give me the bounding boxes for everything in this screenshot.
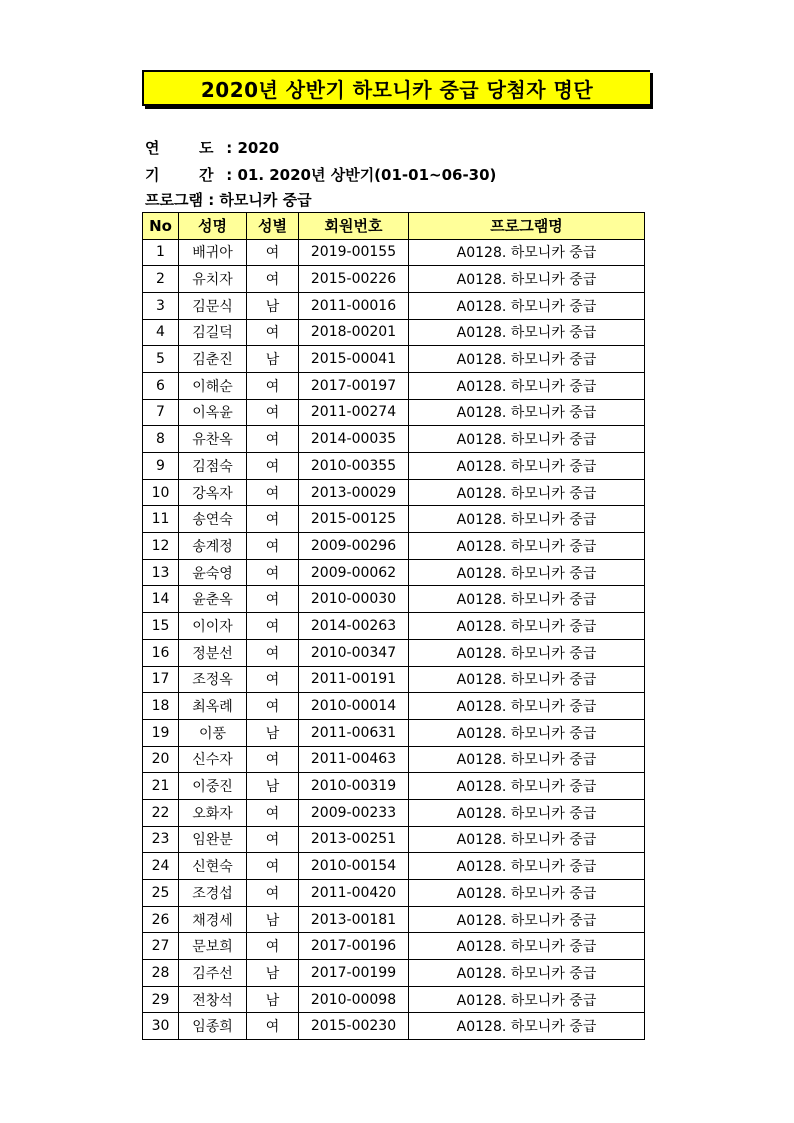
cell-no: 29 — [143, 986, 179, 1013]
cell-name: 이옥윤 — [179, 399, 247, 426]
table-row — [143, 426, 645, 453]
cell-no: 3 — [143, 292, 179, 319]
cell-gender: 남 — [247, 906, 299, 933]
cell-program: A0128. 하모니카 중급 — [409, 986, 645, 1013]
cell-program: A0128. 하모니카 중급 — [409, 559, 645, 586]
table-row — [143, 986, 645, 1013]
meta-year — [145, 137, 279, 158]
cell-no: 23 — [143, 826, 179, 853]
cell-no: 2 — [143, 266, 179, 293]
cell-no: 27 — [143, 933, 179, 960]
cell-no: 11 — [143, 506, 179, 533]
meta-period-sep: : — [221, 166, 238, 184]
header-name: 성명 — [179, 213, 247, 240]
cell-gender: 여 — [247, 239, 299, 266]
cell-no: 10 — [143, 479, 179, 506]
cell-program: A0128. 하모니카 중급 — [409, 746, 645, 773]
cell-gender: 여 — [247, 266, 299, 293]
cell-name: 김점숙 — [179, 453, 247, 480]
cell-no: 18 — [143, 693, 179, 720]
meta-program-sep: : — [202, 191, 220, 209]
cell-gender: 여 — [247, 479, 299, 506]
cell-member-id: 2010-00347 — [299, 639, 409, 666]
cell-member-id: 2014-00035 — [299, 426, 409, 453]
cell-name: 김길덕 — [179, 319, 247, 346]
table-row — [143, 266, 645, 293]
cell-program: A0128. 하모니카 중급 — [409, 826, 645, 853]
cell-gender: 여 — [247, 853, 299, 880]
cell-member-id: 2017-00197 — [299, 372, 409, 399]
cell-no: 15 — [143, 613, 179, 640]
cell-no: 6 — [143, 372, 179, 399]
cell-name: 배귀아 — [179, 239, 247, 266]
table-row — [143, 799, 645, 826]
cell-no: 30 — [143, 1013, 179, 1040]
table-row — [143, 853, 645, 880]
cell-no: 16 — [143, 639, 179, 666]
cell-program: A0128. 하모니카 중급 — [409, 399, 645, 426]
cell-member-id: 2015-00125 — [299, 506, 409, 533]
table-row — [143, 453, 645, 480]
cell-gender: 남 — [247, 986, 299, 1013]
table-header-row — [143, 213, 645, 240]
meta-program-value: 하모니카 중급 — [219, 191, 312, 209]
table-row — [143, 666, 645, 693]
cell-member-id: 2010-00098 — [299, 986, 409, 1013]
cell-name: 이풍 — [179, 719, 247, 746]
cell-program: A0128. 하모니카 중급 — [409, 586, 645, 613]
table-row — [143, 239, 645, 266]
winners-table — [142, 212, 645, 1040]
cell-member-id: 2011-00016 — [299, 292, 409, 319]
cell-program: A0128. 하모니카 중급 — [409, 453, 645, 480]
cell-name: 송연숙 — [179, 506, 247, 533]
cell-no: 26 — [143, 906, 179, 933]
cell-name: 김춘진 — [179, 346, 247, 373]
cell-name: 송계정 — [179, 533, 247, 560]
cell-member-id: 2010-00030 — [299, 586, 409, 613]
cell-gender: 여 — [247, 933, 299, 960]
cell-program: A0128. 하모니카 중급 — [409, 880, 645, 907]
cell-program: A0128. 하모니카 중급 — [409, 346, 645, 373]
cell-name: 채경세 — [179, 906, 247, 933]
meta-program-label: 프로그램 — [145, 191, 203, 209]
table-row — [143, 639, 645, 666]
cell-gender: 여 — [247, 639, 299, 666]
cell-program: A0128. 하모니카 중급 — [409, 719, 645, 746]
cell-program: A0128. 하모니카 중급 — [409, 292, 645, 319]
cell-gender: 여 — [247, 880, 299, 907]
cell-program: A0128. 하모니카 중급 — [409, 613, 645, 640]
cell-gender: 남 — [247, 960, 299, 987]
page-title: 2020년 상반기 하모니카 중급 당첨자 명단 — [200, 77, 594, 102]
cell-member-id: 2013-00251 — [299, 826, 409, 853]
cell-program: A0128. 하모니카 중급 — [409, 666, 645, 693]
cell-program: A0128. 하모니카 중급 — [409, 1013, 645, 1040]
cell-member-id: 2017-00196 — [299, 933, 409, 960]
table-body — [143, 239, 645, 1040]
meta-program — [145, 189, 312, 210]
table-row — [143, 960, 645, 987]
meta-period-label-1: 기 — [145, 166, 160, 184]
table-row — [143, 906, 645, 933]
table-row — [143, 933, 645, 960]
cell-name: 유치자 — [179, 266, 247, 293]
cell-member-id: 2015-00230 — [299, 1013, 409, 1040]
cell-member-id: 2011-00274 — [299, 399, 409, 426]
title-banner — [142, 70, 650, 106]
table-row — [143, 773, 645, 800]
cell-name: 유찬옥 — [179, 426, 247, 453]
cell-name: 임종희 — [179, 1013, 247, 1040]
cell-member-id: 2011-00631 — [299, 719, 409, 746]
table-row — [143, 346, 645, 373]
table-row — [143, 613, 645, 640]
cell-member-id: 2009-00296 — [299, 533, 409, 560]
cell-no: 1 — [143, 239, 179, 266]
table-row — [143, 533, 645, 560]
table-row — [143, 372, 645, 399]
cell-no: 28 — [143, 960, 179, 987]
cell-no: 9 — [143, 453, 179, 480]
table-row — [143, 319, 645, 346]
header-gender: 성별 — [247, 213, 299, 240]
cell-name: 강옥자 — [179, 479, 247, 506]
cell-member-id: 2017-00199 — [299, 960, 409, 987]
cell-gender: 여 — [247, 453, 299, 480]
cell-name: 김주선 — [179, 960, 247, 987]
table-row — [143, 826, 645, 853]
meta-period — [145, 164, 496, 185]
cell-name: 윤숙영 — [179, 559, 247, 586]
cell-gender: 여 — [247, 746, 299, 773]
meta-year-label-2: 도 — [199, 139, 214, 157]
cell-member-id: 2018-00201 — [299, 319, 409, 346]
cell-no: 17 — [143, 666, 179, 693]
cell-no: 25 — [143, 880, 179, 907]
cell-no: 20 — [143, 746, 179, 773]
cell-member-id: 2015-00041 — [299, 346, 409, 373]
cell-member-id: 2011-00463 — [299, 746, 409, 773]
cell-name: 이해순 — [179, 372, 247, 399]
meta-period-value: 01. 2020년 상반기(01-01~06-30) — [237, 166, 497, 184]
table-row — [143, 746, 645, 773]
cell-gender: 여 — [247, 399, 299, 426]
cell-program: A0128. 하모니카 중급 — [409, 506, 645, 533]
cell-name: 조정옥 — [179, 666, 247, 693]
cell-member-id: 2010-00355 — [299, 453, 409, 480]
cell-no: 4 — [143, 319, 179, 346]
cell-program: A0128. 하모니카 중급 — [409, 479, 645, 506]
table-row — [143, 506, 645, 533]
cell-name: 신현숙 — [179, 853, 247, 880]
meta-year-sep: : — [221, 139, 238, 157]
cell-name: 최옥례 — [179, 693, 247, 720]
cell-program: A0128. 하모니카 중급 — [409, 853, 645, 880]
table-row — [143, 479, 645, 506]
cell-member-id: 2015-00226 — [299, 266, 409, 293]
cell-gender: 여 — [247, 613, 299, 640]
cell-no: 5 — [143, 346, 179, 373]
cell-gender: 여 — [247, 1013, 299, 1040]
cell-gender: 여 — [247, 559, 299, 586]
cell-name: 신수자 — [179, 746, 247, 773]
cell-member-id: 2010-00154 — [299, 853, 409, 880]
cell-member-id: 2011-00191 — [299, 666, 409, 693]
cell-program: A0128. 하모니카 중급 — [409, 319, 645, 346]
cell-gender: 여 — [247, 533, 299, 560]
cell-gender: 남 — [247, 773, 299, 800]
table-row — [143, 693, 645, 720]
cell-name: 김문식 — [179, 292, 247, 319]
cell-member-id: 2009-00062 — [299, 559, 409, 586]
cell-name: 문보희 — [179, 933, 247, 960]
cell-gender: 여 — [247, 586, 299, 613]
header-program: 프로그램명 — [409, 213, 645, 240]
table-row — [143, 292, 645, 319]
cell-member-id: 2010-00014 — [299, 693, 409, 720]
table-row — [143, 586, 645, 613]
cell-no: 24 — [143, 853, 179, 880]
cell-name: 이중진 — [179, 773, 247, 800]
cell-gender: 여 — [247, 693, 299, 720]
cell-no: 14 — [143, 586, 179, 613]
cell-program: A0128. 하모니카 중급 — [409, 693, 645, 720]
header-member-id: 회원번호 — [299, 213, 409, 240]
cell-name: 임완분 — [179, 826, 247, 853]
cell-member-id: 2013-00029 — [299, 479, 409, 506]
cell-gender: 여 — [247, 372, 299, 399]
table-row — [143, 719, 645, 746]
table-row — [143, 1013, 645, 1040]
cell-gender: 남 — [247, 719, 299, 746]
cell-program: A0128. 하모니카 중급 — [409, 906, 645, 933]
cell-member-id: 2013-00181 — [299, 906, 409, 933]
header-no: No — [143, 213, 179, 240]
cell-no: 19 — [143, 719, 179, 746]
cell-no: 21 — [143, 773, 179, 800]
cell-member-id: 2011-00420 — [299, 880, 409, 907]
cell-member-id: 2019-00155 — [299, 239, 409, 266]
cell-no: 8 — [143, 426, 179, 453]
cell-program: A0128. 하모니카 중급 — [409, 533, 645, 560]
cell-program: A0128. 하모니카 중급 — [409, 639, 645, 666]
cell-program: A0128. 하모니카 중급 — [409, 426, 645, 453]
cell-program: A0128. 하모니카 중급 — [409, 799, 645, 826]
cell-member-id: 2010-00319 — [299, 773, 409, 800]
cell-name: 오화자 — [179, 799, 247, 826]
meta-year-value: 2020 — [237, 139, 280, 157]
cell-no: 13 — [143, 559, 179, 586]
cell-gender: 여 — [247, 826, 299, 853]
cell-member-id: 2009-00233 — [299, 799, 409, 826]
cell-gender: 남 — [247, 346, 299, 373]
cell-name: 윤춘옥 — [179, 586, 247, 613]
cell-name: 이이자 — [179, 613, 247, 640]
cell-gender: 여 — [247, 666, 299, 693]
table-row — [143, 559, 645, 586]
cell-name: 조경섭 — [179, 880, 247, 907]
table-row — [143, 399, 645, 426]
cell-no: 7 — [143, 399, 179, 426]
cell-name: 정분선 — [179, 639, 247, 666]
cell-program: A0128. 하모니카 중급 — [409, 372, 645, 399]
cell-gender: 여 — [247, 799, 299, 826]
cell-name: 전창석 — [179, 986, 247, 1013]
cell-program: A0128. 하모니카 중급 — [409, 239, 645, 266]
cell-gender: 여 — [247, 319, 299, 346]
cell-no: 22 — [143, 799, 179, 826]
cell-no: 12 — [143, 533, 179, 560]
table-row — [143, 880, 645, 907]
cell-program: A0128. 하모니카 중급 — [409, 960, 645, 987]
cell-program: A0128. 하모니카 중급 — [409, 266, 645, 293]
meta-year-label-1: 연 — [145, 139, 160, 157]
cell-program: A0128. 하모니카 중급 — [409, 933, 645, 960]
cell-gender: 남 — [247, 292, 299, 319]
cell-gender: 여 — [247, 426, 299, 453]
meta-period-label-2: 간 — [199, 166, 214, 184]
cell-program: A0128. 하모니카 중급 — [409, 773, 645, 800]
cell-member-id: 2014-00263 — [299, 613, 409, 640]
cell-gender: 여 — [247, 506, 299, 533]
